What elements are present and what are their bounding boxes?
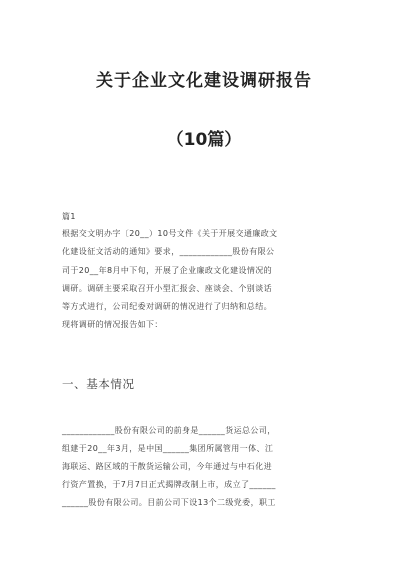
intro-line: 等方式进行，公司纪委对调研的情况进行了归纳和总结。 [62,302,272,311]
body-line: 组建于20__年3月，是中国______集团所属管用一体、江 [62,444,274,453]
intro-line: 化建设征文活动的通知》要求，____________股份有限公 [62,247,275,256]
intro-line: 根据交文明办字〔20__）10号文件《关于开展交通廉政文 [62,229,278,238]
body-line: 行资产置换，于7月7日正式揭牌改制上市，成立了______ [62,480,276,489]
intro-line: 调研。调研主要采取召开小型汇报会、座谈会、个别谈话 [62,284,272,293]
intro-line: 现将调研的情况报告如下： [62,320,163,329]
document-title: 关于企业文化建设调研报告 [96,71,312,91]
body-line: ______股份有限公司。目前公司下设13个二级党委，职工 [62,498,276,507]
body-line: 海联运、路区域的干散货运输公司，今年通过与中石化进 [62,462,272,471]
document-subtitle: （10篇） [166,130,242,150]
section-heading: 一、基本情况 [62,377,135,391]
article-label: 篇1 [62,212,76,221]
body-line: ____________股份有限公司的前身是______货运总公司， [62,426,276,435]
intro-line: 司于20__年8月中下旬，开展了企业廉政文化建设情况的 [62,266,273,275]
